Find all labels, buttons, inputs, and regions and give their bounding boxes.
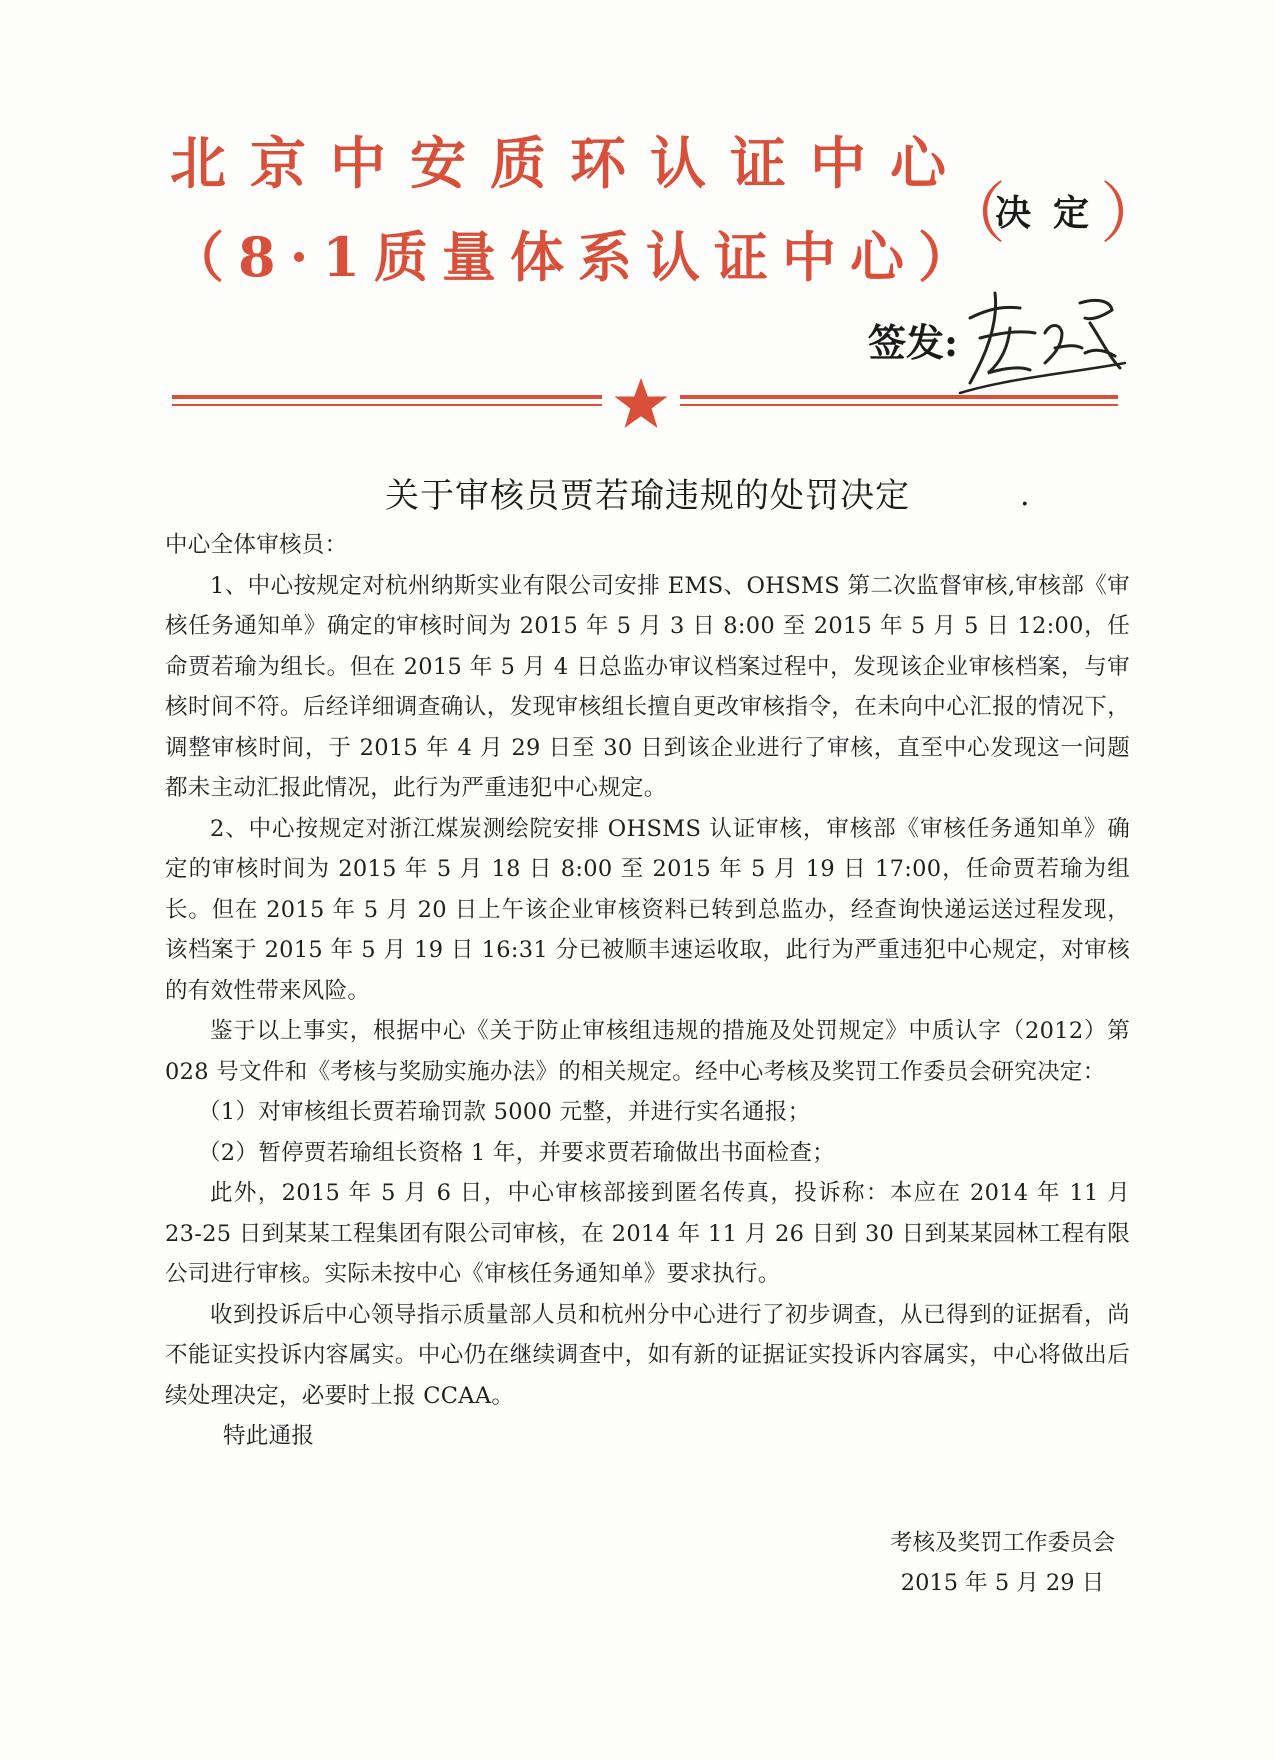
issue-date: 2015 年 5 月 29 日 bbox=[900, 1570, 1105, 1596]
paragraph-complaint: 此外，2015 年 5 月 6 日，中心审核部接到匿名传真，投诉称：本应在 2014 年 11 月 23-25 日到某某工程集团有限公司审核，在 2014 年 11 月 26 日到 30 日到某某园林工程有限公司进行审核。实际未按中心《审核任务通知单》要求执行。 bbox=[165, 1180, 1130, 1287]
issuer-name: 考核及奖罚工作委员会 bbox=[889, 1530, 1115, 1556]
sign-label: 签发: bbox=[868, 320, 959, 365]
handwritten-signature bbox=[950, 278, 1130, 398]
title-mark: . bbox=[1020, 478, 1030, 513]
decision-paren-open: （ bbox=[940, 175, 1006, 252]
letterhead-org-subname: （8·1质量体系认证中心） bbox=[170, 225, 986, 289]
paragraph-basis: 鉴于以上事实，根据中心《关于防止审核组违规的措施及处罚规定》中质认字（2012）第 028 号文件和《考核与奖励实施办法》的相关规定。经中心考核及奖罚工作委员会研究决定： bbox=[165, 1018, 1130, 1085]
letterhead-rule-left bbox=[172, 395, 602, 409]
letterhead-rule-right bbox=[680, 395, 1118, 409]
decision-label: 决定 bbox=[995, 192, 1112, 234]
decision-paren-close: ） bbox=[1100, 175, 1166, 252]
document-body bbox=[165, 525, 1130, 1457]
paragraph-item-2: 2、中心按规定对浙江煤炭测绘院安排 OHSMS 认证审核，审核部《审核任务通知单》确定的审核时间为 2015 年 5 月 18 日 8:00 至 2015 年 5 月 19 日 17:00，任命贾若瑜为组长。但在 2015 年 5 月 20 日上午该企业审核资料已转到总监办，经查询快递运送过程发现，该档案于 2015 年 5 月 19 日 16:31 分已被顺丰速运收取，此行为严重违犯中心规定，对审核的有效性带来风险。 bbox=[165, 815, 1130, 1004]
closing-statement: 特此通报 bbox=[223, 1423, 315, 1449]
paragraph-investigation: 收到投诉后中心领导指示质量部人员和杭州分中心进行了初步调查，从已得到的证据看，尚不能证实投诉内容属实。中心仍在继续调查中，如有新的证据证实投诉内容属实，中心将做出后续处理决定，必要时上报 CCAA。 bbox=[165, 1301, 1130, 1409]
decision-item-2: （2）暂停贾若瑜组长资格 1 年，并要求贾若瑜做出书面检查； bbox=[198, 1139, 835, 1166]
decision-item-1: （1）对审核组长贾若瑜罚款 5000 元整，并进行实名通报； bbox=[198, 1099, 811, 1125]
letterhead-org-name: 北京中安质环认证中心 bbox=[170, 131, 970, 197]
document-title: 关于审核员贾若瑜违规的处罚决定 bbox=[385, 476, 910, 516]
paragraph-item-1: 1、中心按规定对杭州纳斯实业有限公司安排 EMS、OHSMS 第二次监督审核,审核部《审核任务通知单》确定的审核时间为 2015 年 5 月 3 日 8:00 至 2015 年 5 月 5 日 12:00，任命贾若瑜为组长。但在 2015 年 5 月 4 日总监办审议档案过程中，发现该企业审核档案，与审核时间不符。后经详细调查确认，发现审核组长擅自更改审核指令，在未向中心汇报的情况下，调整审核时间，于 2015 年 4 月 29 日至 30 日到该企业进行了审核，直至中心发现这一问题都未主动汇报此情况，此行为严重违犯中心规定。 bbox=[165, 572, 1130, 801]
signature-block bbox=[890, 1523, 1115, 1603]
red-star-icon bbox=[612, 376, 670, 432]
salutation: 中心全体审核员： bbox=[165, 532, 348, 558]
